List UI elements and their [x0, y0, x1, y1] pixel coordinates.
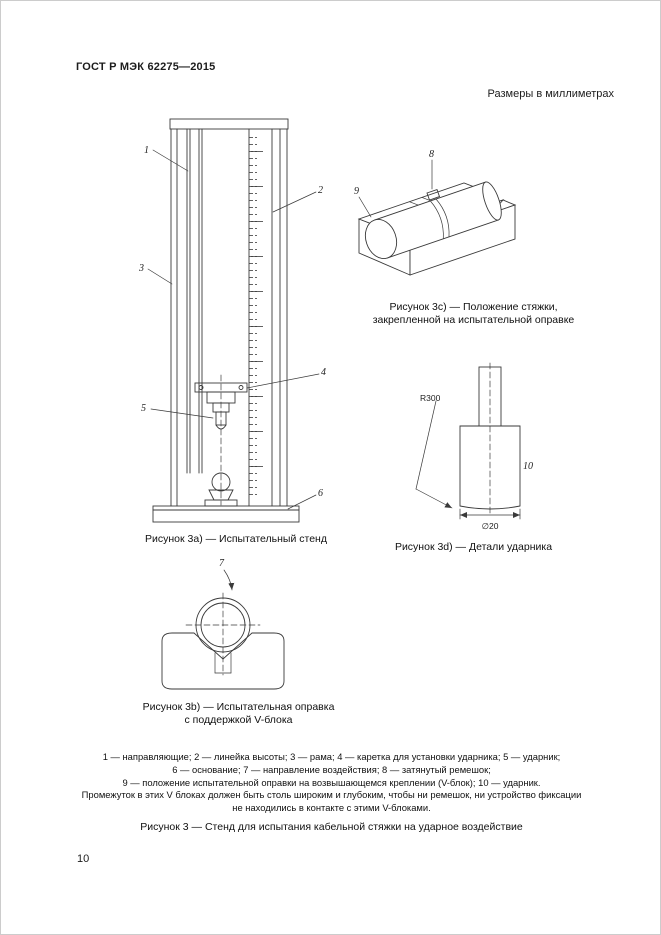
- figure-3a-drawing: [111, 113, 346, 525]
- callout-label-4: 4: [321, 367, 326, 378]
- legend-line-4: Промежуток в этих V блоках должен быть столь широким и глубоким, чтобы ни ремешок, ни устройство фиксации: [81, 789, 582, 801]
- figure-3d-caption: Рисунок 3d) — Детали ударника: [394, 541, 553, 553]
- legend-line-3: 9 — положение испытательной оправки на возвышающемся креплении (V-блок); 10 — ударник.: [122, 776, 541, 788]
- callout-label-8: 8: [429, 149, 434, 160]
- callout-label-2: 2: [318, 185, 323, 196]
- figure-legend: [41, 751, 622, 815]
- figure-3c-caption-line1: Рисунок 3с) — Положение стяжки,: [389, 301, 558, 313]
- callout-label-3: 3: [139, 263, 144, 274]
- callout-label-7: 7: [219, 558, 224, 569]
- figure-3c-caption: [356, 301, 591, 327]
- legend-line-1: 1 — направляющие; 2 — линейка высоты; 3 — рама; 4 — каретка для установки ударника; 5 — ударник;: [102, 751, 561, 762]
- figure-3b-caption: [126, 701, 351, 727]
- figure-3b-drawing: [156, 553, 316, 703]
- callout-label-6: 6: [318, 488, 323, 499]
- document-title: ГОСТ Р МЭК 62275—2015: [76, 61, 216, 73]
- callout-label-1: 1: [144, 145, 149, 156]
- legend-line-2: 6 — основание; 7 — направление воздействия; 8 — затянутый ремешок;: [172, 763, 491, 775]
- figure-3c-caption-line2: закрепленной на испытательной оправке: [372, 314, 575, 326]
- callout-label-10: 10: [523, 461, 533, 472]
- main-figure-caption: Рисунок 3 — Стенд для испытания кабельной стяжки на ударное воздействие: [140, 821, 523, 833]
- callout-label-5: 5: [141, 403, 146, 414]
- legend-line-5: не находились в контакте с этими V-блоками.: [232, 802, 431, 814]
- figure-3d-drawing: [406, 361, 561, 536]
- diameter-dimension-label: ∅20: [481, 521, 499, 531]
- figure-3b-caption-line2: с поддержкой V-блока: [184, 714, 293, 726]
- figure-3b-caption-line1: Рисунок 3b) — Испытательная оправка: [142, 701, 335, 713]
- page-number: 10: [77, 853, 90, 865]
- radius-dimension-label: R300: [420, 393, 441, 403]
- dimensions-note: Размеры в миллиметрах: [487, 88, 614, 100]
- callout-label-9: 9: [354, 186, 359, 197]
- figure-3c-drawing: [351, 141, 566, 299]
- figure-3a-caption: Рисунок 3а) — Испытательный стенд: [145, 533, 327, 545]
